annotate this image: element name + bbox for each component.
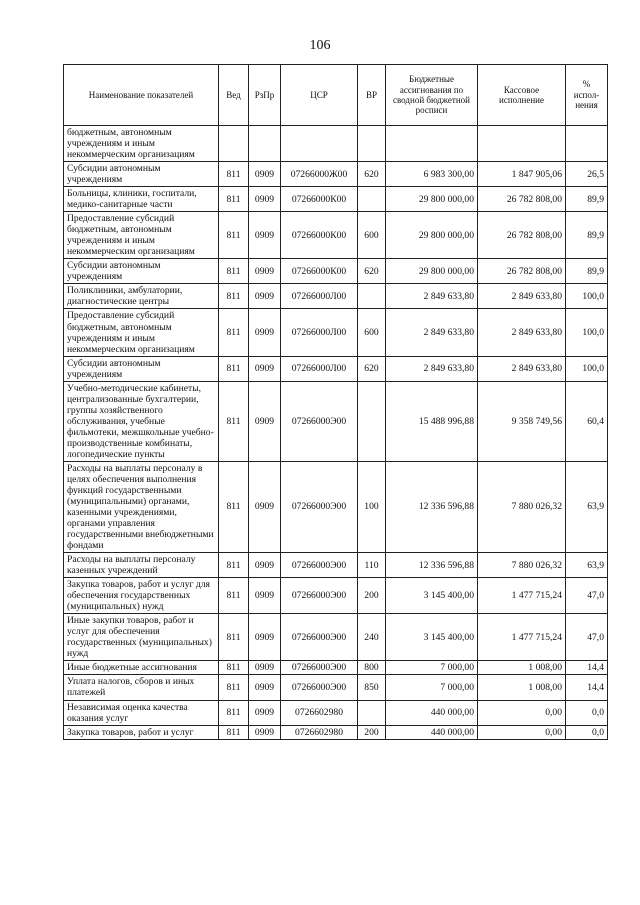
table-row — [64, 381, 608, 461]
cell-percent: 100,0 — [566, 309, 608, 356]
cell-rzpr: 0909 — [249, 661, 281, 675]
cell-ved: 811 — [219, 381, 249, 461]
cell-csr: 07266000Э00 — [281, 661, 358, 675]
cell-name: Расходы на выплаты персоналу в целях обеспечения выполнения функций государственными (муниципальными) органами, казенными учреждениями, органами управления государственными внебюджетными фондами — [64, 461, 219, 552]
header-csr: ЦСР — [281, 65, 358, 126]
cell-name: Больницы, клиники, госпитали, медико-санитарные части — [64, 187, 219, 212]
cell-cash: 1 008,00 — [478, 675, 566, 700]
cell-budget: 3 145 400,00 — [386, 614, 478, 661]
cell-budget: 29 800 000,00 — [386, 187, 478, 212]
table-row — [64, 309, 608, 356]
cell-budget: 440 000,00 — [386, 700, 478, 725]
cell-percent: 0,0 — [566, 725, 608, 739]
cell-rzpr: 0909 — [249, 675, 281, 700]
cell-rzpr: 0909 — [249, 578, 281, 614]
cell-budget: 7 000,00 — [386, 661, 478, 675]
header-vr: ВР — [358, 65, 386, 126]
cell-percent: 47,0 — [566, 614, 608, 661]
cell-rzpr: 0909 — [249, 187, 281, 212]
table-row — [64, 614, 608, 661]
cell-budget: 12 336 596,88 — [386, 553, 478, 578]
table-row — [64, 661, 608, 675]
cell-ved: 811 — [219, 162, 249, 187]
cell-ved — [219, 126, 249, 162]
cell-percent: 89,9 — [566, 259, 608, 284]
header-ved: Вед — [219, 65, 249, 126]
cell-csr: 0726602980 — [281, 725, 358, 739]
table-row — [64, 126, 608, 162]
cell-budget: 3 145 400,00 — [386, 578, 478, 614]
cell-name: Учебно-методические кабинеты, централизованные бухгалтерии, группы хозяйственного обслуживания, учебные фильмотеки, межшкольные учебно-производственные комбинаты, логопедические пункты — [64, 381, 219, 461]
cell-cash: 7 880 026,32 — [478, 553, 566, 578]
cell-csr: 07266000К00 — [281, 259, 358, 284]
cell-name: Расходы на выплаты персоналу казенных учреждений — [64, 553, 219, 578]
cell-cash: 0,00 — [478, 700, 566, 725]
cell-cash: 26 782 808,00 — [478, 212, 566, 259]
cell-vr: 620 — [358, 259, 386, 284]
cell-rzpr: 0909 — [249, 309, 281, 356]
cell-vr — [358, 381, 386, 461]
cell-name: Закупка товаров, работ и услуг для обеспечения государственных (муниципальных) нужд — [64, 578, 219, 614]
cell-percent: 60,4 — [566, 381, 608, 461]
cell-ved: 811 — [219, 187, 249, 212]
cell-percent: 14,4 — [566, 675, 608, 700]
cell-budget: 7 000,00 — [386, 675, 478, 700]
cell-name: Предоставление субсидий бюджетным, автономным учреждениям и иным некоммерческим организациям — [64, 212, 219, 259]
cell-rzpr: 0909 — [249, 700, 281, 725]
cell-vr: 200 — [358, 578, 386, 614]
cell-percent: 47,0 — [566, 578, 608, 614]
cell-rzpr: 0909 — [249, 614, 281, 661]
cell-budget: 29 800 000,00 — [386, 259, 478, 284]
cell-budget: 15 488 996,88 — [386, 381, 478, 461]
cell-budget: 12 336 596,88 — [386, 461, 478, 552]
cell-ved: 811 — [219, 661, 249, 675]
page-number: 106 — [309, 38, 331, 53]
cell-budget — [386, 126, 478, 162]
cell-csr: 07266000Э00 — [281, 614, 358, 661]
cell-cash: 26 782 808,00 — [478, 187, 566, 212]
table-row — [64, 259, 608, 284]
cell-ved: 811 — [219, 578, 249, 614]
cell-ved: 811 — [219, 553, 249, 578]
cell-vr — [358, 700, 386, 725]
cell-percent: 0,0 — [566, 700, 608, 725]
cell-csr: 07266000Э00 — [281, 578, 358, 614]
cell-name: Субсидии автономным учреждениям — [64, 356, 219, 381]
table-row — [64, 187, 608, 212]
cell-rzpr: 0909 — [249, 553, 281, 578]
cell-percent: 14,4 — [566, 661, 608, 675]
cell-csr — [281, 126, 358, 162]
cell-ved: 811 — [219, 675, 249, 700]
cell-vr — [358, 187, 386, 212]
cell-vr — [358, 126, 386, 162]
cell-name: Иные закупки товаров, работ и услуг для обеспечения государственных (муниципальных) нужд — [64, 614, 219, 661]
header-percent: % испол-нения — [566, 65, 608, 126]
cell-rzpr: 0909 — [249, 284, 281, 309]
cell-percent: 100,0 — [566, 284, 608, 309]
cell-csr: 07266000Л00 — [281, 284, 358, 309]
cell-percent: 89,9 — [566, 187, 608, 212]
cell-name: Поликлиники, амбулатории, диагностические центры — [64, 284, 219, 309]
cell-rzpr: 0909 — [249, 725, 281, 739]
cell-name: Иные бюджетные ассигнования — [64, 661, 219, 675]
cell-cash: 2 849 633,80 — [478, 309, 566, 356]
cell-name: Субсидии автономным учреждениям — [64, 162, 219, 187]
cell-name: Независимая оценка качества оказания услуг — [64, 700, 219, 725]
cell-vr: 240 — [358, 614, 386, 661]
cell-csr: 0726602980 — [281, 700, 358, 725]
cell-vr: 100 — [358, 461, 386, 552]
table-row — [64, 725, 608, 739]
cell-ved: 811 — [219, 700, 249, 725]
cell-vr: 850 — [358, 675, 386, 700]
cell-csr: 07266000Э00 — [281, 461, 358, 552]
cell-ved: 811 — [219, 461, 249, 552]
cell-csr: 07266000Э00 — [281, 381, 358, 461]
cell-vr: 600 — [358, 212, 386, 259]
table-row — [64, 461, 608, 552]
cell-percent: 63,9 — [566, 461, 608, 552]
cell-rzpr: 0909 — [249, 381, 281, 461]
cell-cash: 1 008,00 — [478, 661, 566, 675]
table-row — [64, 284, 608, 309]
cell-vr: 600 — [358, 309, 386, 356]
cell-rzpr: 0909 — [249, 162, 281, 187]
header-name: Наименование показателей — [64, 65, 219, 126]
cell-percent: 63,9 — [566, 553, 608, 578]
cell-cash: 7 880 026,32 — [478, 461, 566, 552]
cell-ved: 811 — [219, 259, 249, 284]
cell-budget: 2 849 633,80 — [386, 284, 478, 309]
cell-rzpr: 0909 — [249, 259, 281, 284]
cell-ved: 811 — [219, 212, 249, 259]
cell-name: Предоставление субсидий бюджетным, автономным учреждениям и иным некоммерческим организациям — [64, 309, 219, 356]
cell-cash: 1 477 715,24 — [478, 578, 566, 614]
cell-cash: 2 849 633,80 — [478, 356, 566, 381]
cell-percent: 100,0 — [566, 356, 608, 381]
budget-execution-table — [63, 64, 608, 740]
cell-rzpr: 0909 — [249, 461, 281, 552]
cell-budget: 2 849 633,80 — [386, 309, 478, 356]
cell-csr: 07266000Э00 — [281, 675, 358, 700]
cell-csr: 07266000Ж00 — [281, 162, 358, 187]
cell-csr: 07266000К00 — [281, 187, 358, 212]
cell-ved: 811 — [219, 309, 249, 356]
cell-vr: 110 — [358, 553, 386, 578]
cell-rzpr: 0909 — [249, 356, 281, 381]
cell-vr: 200 — [358, 725, 386, 739]
cell-cash: 0,00 — [478, 725, 566, 739]
cell-cash: 1 477 715,24 — [478, 614, 566, 661]
cell-cash — [478, 126, 566, 162]
cell-percent: 26,5 — [566, 162, 608, 187]
table-row — [64, 553, 608, 578]
header-rzpr: РзПр — [249, 65, 281, 126]
cell-csr: 07266000Э00 — [281, 553, 358, 578]
table-row — [64, 356, 608, 381]
cell-name: Уплата налогов, сборов и иных платежей — [64, 675, 219, 700]
cell-ved: 811 — [219, 725, 249, 739]
cell-vr: 620 — [358, 162, 386, 187]
header-cash: Кассовое исполнение — [478, 65, 566, 126]
cell-budget: 440 000,00 — [386, 725, 478, 739]
table-row — [64, 212, 608, 259]
cell-cash: 1 847 905,06 — [478, 162, 566, 187]
cell-cash: 26 782 808,00 — [478, 259, 566, 284]
cell-budget: 2 849 633,80 — [386, 356, 478, 381]
cell-ved: 811 — [219, 614, 249, 661]
cell-csr: 07266000Л00 — [281, 309, 358, 356]
header-budget: Бюджетные ассигнования по сводной бюджетной росписи — [386, 65, 478, 126]
table-body — [64, 126, 608, 740]
cell-percent — [566, 126, 608, 162]
cell-vr: 620 — [358, 356, 386, 381]
cell-percent: 89,9 — [566, 212, 608, 259]
cell-csr: 07266000Л00 — [281, 356, 358, 381]
cell-name: бюджетным, автономным учреждениям и иным некоммерческим организациям — [64, 126, 219, 162]
table-header-row — [64, 65, 608, 126]
cell-rzpr — [249, 126, 281, 162]
cell-budget: 6 983 300,00 — [386, 162, 478, 187]
cell-rzpr: 0909 — [249, 212, 281, 259]
cell-budget: 29 800 000,00 — [386, 212, 478, 259]
cell-cash: 2 849 633,80 — [478, 284, 566, 309]
cell-cash: 9 358 749,56 — [478, 381, 566, 461]
cell-ved: 811 — [219, 284, 249, 309]
table-row — [64, 162, 608, 187]
table-row — [64, 578, 608, 614]
cell-name: Закупка товаров, работ и услуг — [64, 725, 219, 739]
cell-vr: 800 — [358, 661, 386, 675]
cell-vr — [358, 284, 386, 309]
cell-ved: 811 — [219, 356, 249, 381]
cell-csr: 07266000К00 — [281, 212, 358, 259]
table-row — [64, 675, 608, 700]
table-row — [64, 700, 608, 725]
cell-name: Субсидии автономным учреждениям — [64, 259, 219, 284]
